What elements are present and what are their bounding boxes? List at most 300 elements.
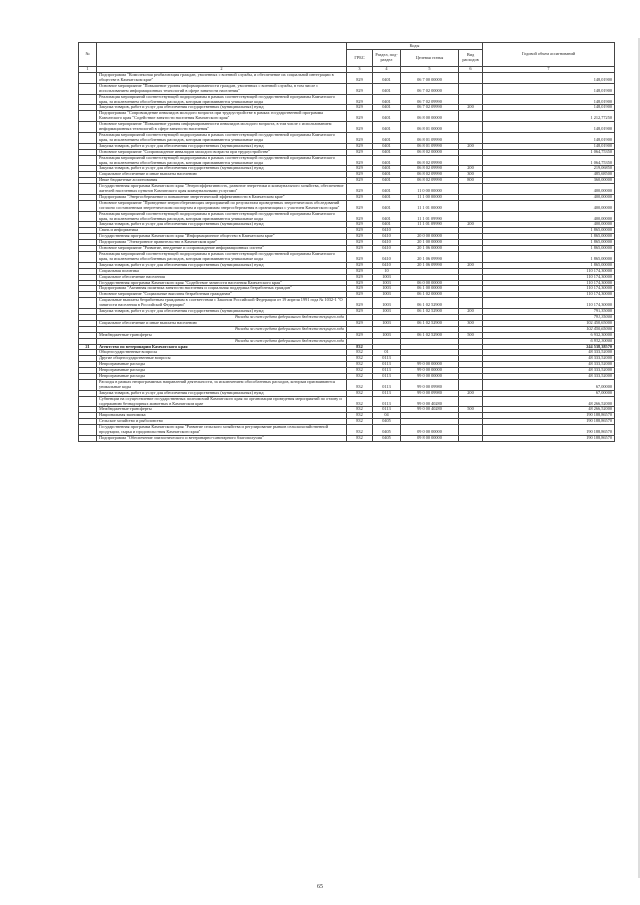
row-target-article: 06 8 02 00000 — [401, 149, 459, 155]
row-razdel: 1003 — [373, 292, 401, 298]
row-number — [79, 436, 97, 442]
row-grbs: 832 — [347, 368, 373, 374]
row-razdel: 1003 — [373, 298, 401, 309]
row-expense-type — [459, 184, 483, 195]
column-number: 7 — [483, 67, 615, 73]
row-sum: 48 333,52000 — [483, 350, 615, 356]
row-description: Подпрограмма "Активная политика занятости населения и социальная поддержка безработных граждан" — [97, 286, 347, 292]
row-number — [79, 83, 97, 94]
row-grbs: 832 — [347, 396, 373, 407]
column-number: 1 — [79, 67, 97, 73]
row-target-article: 06 0 00 00000 — [401, 280, 459, 286]
row-grbs: 829 — [347, 94, 373, 105]
row-razdel: 0405 — [373, 425, 401, 436]
row-grbs: 832 — [347, 436, 373, 442]
row-expense-type — [459, 73, 483, 84]
row-razdel: 0401 — [373, 122, 401, 133]
row-sum: 1 865,00000 — [483, 228, 615, 234]
row-expense-type — [459, 436, 483, 442]
row-razdel: 0410 — [373, 262, 401, 268]
row-sum: 6 932,30000 — [483, 338, 615, 344]
row-expense-type: 200 — [459, 309, 483, 315]
row-description: Реализация мероприятий соответствующей подпрограммы в рамках соответствующей государственной программы Камчатского края, за исключением обособленных расходов, которым присваиваются уникальные коды — [97, 94, 347, 105]
table-row — [79, 155, 615, 166]
row-grbs: 829 — [347, 246, 373, 252]
row-razdel: 01 — [373, 350, 401, 356]
row-grbs: 829 — [347, 332, 373, 338]
row-grbs: 832 — [347, 356, 373, 362]
row-description: Основное мероприятие "Повышение уровня информированности инвалидов молодого возраста, в том числе с использованием информационных технологий в сфере занятости населения" — [97, 122, 347, 133]
row-sum: 48 266,52000 — [483, 407, 615, 413]
row-sum: 190 188,86570 — [483, 436, 615, 442]
row-sum: 148,01900 — [483, 122, 615, 133]
row-number — [79, 111, 97, 122]
table-row — [79, 94, 615, 105]
row-expense-type: 300 — [459, 320, 483, 326]
row-target-article: 09 8 00 00000 — [401, 436, 459, 442]
row-razdel: 0401 — [373, 73, 401, 84]
row-razdel: 1003 — [373, 286, 401, 292]
row-sum: 1 865,00000 — [483, 240, 615, 246]
row-grbs: 829 — [347, 211, 373, 222]
table-row — [79, 122, 615, 133]
row-number — [79, 184, 97, 195]
row-description: Основное мероприятие "Сопровождение инвалидов молодого возраста при трудоустройстве" — [97, 149, 347, 155]
row-expense-type: 200 — [459, 143, 483, 149]
row-razdel: 0410 — [373, 252, 401, 263]
row-expense-type — [459, 132, 483, 143]
row-razdel: 0401 — [373, 111, 401, 122]
row-razdel: 0401 — [373, 172, 401, 178]
row-razdel: 0410 — [373, 246, 401, 252]
row-razdel: 10 — [373, 268, 401, 274]
row-sum: 110 174,30000 — [483, 286, 615, 292]
row-description: Другие общегосударственные вопросы — [97, 356, 347, 362]
row-sum: 48 333,52000 — [483, 362, 615, 368]
row-expense-type — [459, 425, 483, 436]
row-expense-type: 800 — [459, 178, 483, 184]
row-expense-type: 200 — [459, 105, 483, 111]
row-sum: 102 450,65000 — [483, 320, 615, 326]
row-razdel: 0113 — [373, 379, 401, 390]
row-description: Подпрограмма "Сопровождение инвалидов молодого возраста при трудоустройстве в рамках государственной программы Камчатского края "Содействие занятости населения Камчатского края" — [97, 111, 347, 122]
header-codes: Коды — [347, 43, 483, 50]
row-description: Расходы за счет средств федерального бюджета текущего года — [97, 314, 347, 320]
row-razdel: 0401 — [373, 184, 401, 195]
row-sum: 190 188,86570 — [483, 413, 615, 419]
table-row — [79, 298, 615, 309]
row-target-article: 20 1 06 00000 — [401, 246, 459, 252]
header-expense-type: Вид расходов — [459, 50, 483, 67]
row-sum: 244 538,38570 — [483, 344, 615, 350]
row-target-article: 06 8 01 09990 — [401, 132, 459, 143]
row-sum: 48 333,52000 — [483, 368, 615, 374]
row-grbs: 829 — [347, 222, 373, 228]
row-target-article: 06 7 02 09990 — [401, 94, 459, 105]
row-razdel: 1003 — [373, 332, 401, 338]
row-sum: 1 865,00000 — [483, 234, 615, 240]
row-grbs: 832 — [347, 379, 373, 390]
row-grbs: 829 — [347, 252, 373, 263]
row-number — [79, 122, 97, 133]
row-description: Межбюджетные трансферты — [97, 332, 347, 338]
row-description: Межбюджетные трансферты — [97, 407, 347, 413]
row-grbs: 829 — [347, 298, 373, 309]
row-target-article: 06 8 02 09990 — [401, 155, 459, 166]
row-target-article: 11 1 01 09990 — [401, 211, 459, 222]
row-number — [79, 94, 97, 105]
row-razdel: 0410 — [373, 240, 401, 246]
row-sum: 148,01900 — [483, 105, 615, 111]
row-grbs: 832 — [347, 407, 373, 413]
row-grbs: 829 — [347, 155, 373, 166]
row-description: Реализация мероприятий соответствующей подпрограммы в рамках соответствующей государственной программы Камчатского края, за исключением обособленных расходов, которым присваиваются уникальные коды — [97, 132, 347, 143]
row-grbs: 829 — [347, 240, 373, 246]
row-target-article: 11 1 00 00000 — [401, 194, 459, 200]
row-razdel: 0410 — [373, 234, 401, 240]
row-target-article: 06 8 02 09990 — [401, 166, 459, 172]
row-expense-type — [459, 211, 483, 222]
row-description: Государственная программа Камчатского края "Содействие занятости населения Камчатского края" — [97, 280, 347, 286]
row-description: Закупка товаров, работ и услуг для обеспечения государственных (муниципальных) нужд — [97, 222, 347, 228]
row-grbs: 832 — [347, 425, 373, 436]
table-row — [79, 211, 615, 222]
row-sum: 148,01900 — [483, 132, 615, 143]
row-grbs: 832 — [347, 413, 373, 419]
table-row — [79, 425, 615, 436]
column-number: 6 — [459, 67, 483, 73]
row-expense-type — [459, 252, 483, 263]
row-grbs: 829 — [347, 83, 373, 94]
row-sum: 48 333,52000 — [483, 374, 615, 380]
row-number — [79, 425, 97, 436]
row-razdel: 0401 — [373, 194, 401, 200]
budget-table — [78, 42, 615, 442]
header-annual-sum: Годовой объем ассигнований — [483, 43, 615, 67]
row-description: Основное мероприятие "Повышение уровня информированности граждан, уволенных с военной службы, в том числе с использованием информационных технологий в сфере занятости населения" — [97, 83, 347, 94]
row-expense-type — [459, 298, 483, 309]
row-description: Государственная программа Камчатского края "Развитие сельского хозяйства и регулирование рынков сельскохозяйственной продукции, сырья и продовольствия Камчатского края" — [97, 425, 347, 436]
row-description: Социальное обеспечение и иные выплаты населению — [97, 172, 347, 178]
table-row — [79, 132, 615, 143]
row-expense-type — [459, 111, 483, 122]
row-target-article: 06 1 02 52900 — [401, 298, 459, 309]
row-razdel: 0401 — [373, 200, 401, 211]
row-description: Непрограммные расходы — [97, 368, 347, 374]
row-expense-type — [459, 396, 483, 407]
row-razdel: 0113 — [373, 362, 401, 368]
row-description: Связь и информатика — [97, 228, 347, 234]
row-target-article: 11 1 01 09990 — [401, 222, 459, 228]
row-razdel: 0113 — [373, 356, 401, 362]
row-description: Непрограммные расходы — [97, 362, 347, 368]
row-target-article: 06 8 01 00000 — [401, 122, 459, 133]
row-description: Подпрограмма "Энергосбережение и повышение энергетической эффективности в Камчатском крае" — [97, 194, 347, 200]
row-number — [79, 211, 97, 222]
row-expense-type: 200 — [459, 390, 483, 396]
column-number: 5 — [401, 67, 459, 73]
header-no: № — [79, 43, 97, 67]
row-grbs: 829 — [347, 166, 373, 172]
row-target-article: 99 0 00 40280 — [401, 396, 459, 407]
row-target-article: 99 0 00 09980 — [401, 390, 459, 396]
row-razdel: 0401 — [373, 149, 401, 155]
row-razdel: 1003 — [373, 274, 401, 280]
row-grbs: 829 — [347, 149, 373, 155]
row-description: Закупка товаров, работ и услуг для обеспечения государственных (муниципальных) нужд — [97, 309, 347, 315]
row-grbs: 829 — [347, 111, 373, 122]
row-grbs: 829 — [347, 73, 373, 84]
row-razdel: 0113 — [373, 407, 401, 413]
row-grbs: 829 — [347, 320, 373, 326]
row-razdel: 1003 — [373, 320, 401, 326]
row-target-article: 09 0 00 00000 — [401, 425, 459, 436]
row-target-article: 20 1 06 09990 — [401, 262, 459, 268]
row-sum: 1 865,00000 — [483, 262, 615, 268]
table-row — [79, 436, 615, 442]
row-description: Социальная политика — [97, 268, 347, 274]
row-description: Основное мероприятие "Проведение энергосберегающих мероприятий по результатам проведенных энергетических обследований согласно составленным энергетическим паспортам и программам энергосбережения в организациях с участием Камчатского края" — [97, 200, 347, 211]
table-body — [79, 67, 615, 442]
row-razdel: 04 — [373, 413, 401, 419]
row-target-article: 06 8 02 09990 — [401, 172, 459, 178]
row-sum: 48 333,52000 — [483, 356, 615, 362]
row-grbs: 829 — [347, 292, 373, 298]
column-number: 4 — [373, 67, 401, 73]
row-target-article: 06 1 02 52900 — [401, 332, 459, 338]
row-sum: 6 932,30000 — [483, 332, 615, 338]
table-row — [79, 200, 615, 211]
row-razdel: 0401 — [373, 143, 401, 149]
row-number: 21 — [79, 344, 97, 350]
row-grbs: 829 — [347, 274, 373, 280]
row-target-article: 99 0 00 09980 — [401, 379, 459, 390]
row-description: Национальная экономика — [97, 413, 347, 419]
row-razdel: 0410 — [373, 228, 401, 234]
table-row — [79, 379, 615, 390]
row-razdel: 1003 — [373, 309, 401, 315]
row-razdel: 0401 — [373, 178, 401, 184]
row-description: Закупка товаров, работ и услуг для обеспечения государственных (муниципальных) нужд — [97, 262, 347, 268]
row-grbs: 829 — [347, 309, 373, 315]
row-description: Подпрограмма "Обеспечение эпизоотического и ветеринарно-санитарного благополучия" — [97, 436, 347, 442]
header-razdel: Раздел, под-раздел — [373, 50, 401, 67]
row-description: Государственная программа Камчатского края "Информационное общество в Камчатском крае" — [97, 234, 347, 240]
row-target-article: 20 0 00 00000 — [401, 234, 459, 240]
row-grbs: 832 — [347, 374, 373, 380]
row-razdel: 0401 — [373, 166, 401, 172]
table-row — [79, 111, 615, 122]
row-razdel: 0113 — [373, 390, 401, 396]
row-grbs: 829 — [347, 234, 373, 240]
row-sum: 791,35000 — [483, 314, 615, 320]
row-description: Сельское хозяйство и рыболовство — [97, 419, 347, 425]
table-row — [79, 184, 615, 195]
row-razdel: 0405 — [373, 419, 401, 425]
row-sum: 219,06850 — [483, 166, 615, 172]
row-razdel: 0401 — [373, 155, 401, 166]
row-expense-type: 500 — [459, 332, 483, 338]
row-razdel: 0401 — [373, 105, 401, 111]
row-sum: 148,01900 — [483, 94, 615, 105]
row-target-article: 06 1 02 52900 — [401, 320, 459, 326]
row-target-article: 06 1 00 00000 — [401, 286, 459, 292]
row-grbs: 832 — [347, 390, 373, 396]
row-grbs: 829 — [347, 172, 373, 178]
header-row-codes — [79, 43, 615, 50]
header-description — [97, 43, 347, 67]
row-number — [79, 298, 97, 309]
row-sum: 148,01900 — [483, 143, 615, 149]
row-sum: 400,00000 — [483, 222, 615, 228]
row-description: Агентство по ветеринарии Камчатского края — [97, 344, 347, 350]
header-grbs: ГРБС — [347, 50, 373, 67]
row-sum: 791,35000 — [483, 309, 615, 315]
row-description: Подпрограмма "Комплексная реабилитация граждан, уволенных с военной службы, и обеспечение их социальной интеграции в обществе в Камчатском крае" — [97, 73, 347, 84]
row-sum: 67,00000 — [483, 390, 615, 396]
column-number: 2 — [97, 67, 347, 73]
row-expense-type — [459, 155, 483, 166]
row-description: Основное мероприятие "Развитие, внедрение и сопровождение информационных систем" — [97, 246, 347, 252]
table-row — [79, 83, 615, 94]
row-grbs: 829 — [347, 178, 373, 184]
column-number: 3 — [347, 67, 373, 73]
row-razdel: 0113 — [373, 396, 401, 407]
row-number — [79, 379, 97, 390]
row-expense-type — [459, 200, 483, 211]
row-description: Социальное обеспечение и иные выплаты населению — [97, 320, 347, 326]
row-sum: 110 174,30000 — [483, 298, 615, 309]
row-sum: 48 266,52000 — [483, 396, 615, 407]
row-expense-type: 200 — [459, 262, 483, 268]
row-target-article: 06 1 02 52900 — [401, 309, 459, 315]
row-target-article: 06 8 01 09990 — [401, 143, 459, 149]
row-grbs: 829 — [347, 184, 373, 195]
row-expense-type — [459, 379, 483, 390]
row-expense-type — [459, 94, 483, 105]
row-razdel: 1003 — [373, 280, 401, 286]
row-target-article: 99 0 00 00000 — [401, 374, 459, 380]
row-description: Реализация мероприятий соответствующей подпрограммы в рамках соответствующей государственной программы Камчатского края, за исключением обособленных расходов, которым присваиваются уникальные коды — [97, 155, 347, 166]
row-target-article: 99 0 00 40280 — [401, 407, 459, 413]
row-expense-type: 300 — [459, 172, 483, 178]
row-target-article: 06 8 00 00000 — [401, 111, 459, 122]
row-grbs: 829 — [347, 194, 373, 200]
row-sum: 190 188,86570 — [483, 425, 615, 436]
row-sum: 102 450,65000 — [483, 326, 615, 332]
row-sum: 67,00000 — [483, 379, 615, 390]
row-grbs: 829 — [347, 105, 373, 111]
row-sum: 110 174,30000 — [483, 268, 615, 274]
row-description: Социальные выплаты безработным гражданам в соответствии с Законом Российской Федерации от 19 апреля 1991 года № 1032-1 "О занятости населения в Российской Федерации" — [97, 298, 347, 309]
row-target-article: 06 7 02 09990 — [401, 105, 459, 111]
row-description: Закупка товаров, работ и услуг для обеспечения государственных (муниципальных) нужд — [97, 105, 347, 111]
budget-sheet — [78, 42, 614, 442]
row-description: Общегосударственные вопросы — [97, 350, 347, 356]
row-description: Расходы за счет средств федерального бюджета текущего года — [97, 338, 347, 344]
row-description: Основное мероприятие "Социальные выплаты безработным гражданам" — [97, 292, 347, 298]
row-target-article: 06 7 02 00000 — [401, 83, 459, 94]
row-sum: 148,01900 — [483, 83, 615, 94]
row-expense-type — [459, 122, 483, 133]
row-sum: 190 188,86570 — [483, 419, 615, 425]
row-grbs: 829 — [347, 132, 373, 143]
row-grbs: 832 — [347, 362, 373, 368]
row-sum: 110 174,30000 — [483, 274, 615, 280]
row-sum: 400,00000 — [483, 211, 615, 222]
row-description: Закупка товаров, работ и услуг для обеспечения государственных (муниципальных) нужд — [97, 166, 347, 172]
row-expense-type: 200 — [459, 222, 483, 228]
row-description: Расходы в рамках непрограммных направлений деятельности, за исключением обособленных расходов, которым присваиваются уникальные коды — [97, 379, 347, 390]
row-razdel: 0405 — [373, 436, 401, 442]
row-grbs: 829 — [347, 286, 373, 292]
row-grbs: 832 — [347, 419, 373, 425]
row-sum: 400,00000 — [483, 194, 615, 200]
row-sum: 110 174,30000 — [483, 292, 615, 298]
row-description: Подпрограмма "Электронное правительство в Камчатском крае" — [97, 240, 347, 246]
row-grbs: 832 — [347, 350, 373, 356]
table-row — [79, 73, 615, 84]
row-sum: 485,68500 — [483, 172, 615, 178]
row-description: Реализация мероприятий соответствующей подпрограммы в рамках соответствующей государственной программы Камчатского края, за исключением обособленных расходов, которым присваиваются уникальные коды — [97, 252, 347, 263]
table-row — [79, 252, 615, 263]
row-number — [79, 155, 97, 166]
row-description: Иные бюджетные ассигнования — [97, 178, 347, 184]
row-sum: 360,00000 — [483, 178, 615, 184]
row-grbs: 829 — [347, 268, 373, 274]
row-razdel: 0401 — [373, 83, 401, 94]
row-description: Закупка товаров, работ и услуг для обеспечения государственных (муниципальных) нужд — [97, 390, 347, 396]
row-description: Закупка товаров, работ и услуг для обеспечения государственных (муниципальных) нужд — [97, 143, 347, 149]
row-target-article: 06 1 02 00000 — [401, 292, 459, 298]
row-grbs: 829 — [347, 143, 373, 149]
row-sum: 400,00000 — [483, 184, 615, 195]
row-grbs: 829 — [347, 200, 373, 211]
row-sum: 110 174,30000 — [483, 280, 615, 286]
row-description: Государственная программа Камчатского края "Энергоэффективность, развитие энергетики и коммунального хозяйства, обеспечение жителей населенных пунктов Камчатского края коммунальными услугами" — [97, 184, 347, 195]
row-target-article: 06 7 00 00000 — [401, 73, 459, 84]
row-expense-type — [459, 83, 483, 94]
row-grbs: 832 — [347, 344, 373, 350]
row-target-article: 20 1 06 09990 — [401, 252, 459, 263]
row-description: Расходы за счет средств федерального бюджета текущего года — [97, 326, 347, 332]
table-row — [79, 396, 615, 407]
row-razdel: 0401 — [373, 94, 401, 105]
row-sum: 1 865,00000 — [483, 246, 615, 252]
row-target-article: 99 0 00 00000 — [401, 368, 459, 374]
row-target-article: 06 8 02 09990 — [401, 178, 459, 184]
row-number — [79, 252, 97, 263]
row-sum: 1 212,77250 — [483, 111, 615, 122]
row-target-article: 11 0 00 00000 — [401, 184, 459, 195]
row-number — [79, 200, 97, 211]
row-razdel: 0113 — [373, 374, 401, 380]
row-description: Социальное обеспечение населения — [97, 274, 347, 280]
page-number: 65 — [317, 884, 323, 890]
row-grbs: 829 — [347, 262, 373, 268]
row-razdel: 0113 — [373, 368, 401, 374]
row-number — [79, 73, 97, 84]
row-description: Реализация мероприятий соответствующей подпрограммы в рамках соответствующей государственной программы Камчатского края, за исключением обособленных расходов, которым присваиваются уникальные коды — [97, 211, 347, 222]
row-grbs: 829 — [347, 228, 373, 234]
row-razdel: 0401 — [373, 132, 401, 143]
row-expense-type: 500 — [459, 407, 483, 413]
row-description: Субвенции на осуществление государственных полномочий Камчатского края по организации проведения мероприятий по отлову и содержанию безнадзорных животных в Камчатском крае — [97, 396, 347, 407]
row-grbs: 829 — [347, 122, 373, 133]
row-sum: 1 865,00000 — [483, 252, 615, 263]
row-grbs: 829 — [347, 280, 373, 286]
row-sum: 1 064,75350 — [483, 149, 615, 155]
